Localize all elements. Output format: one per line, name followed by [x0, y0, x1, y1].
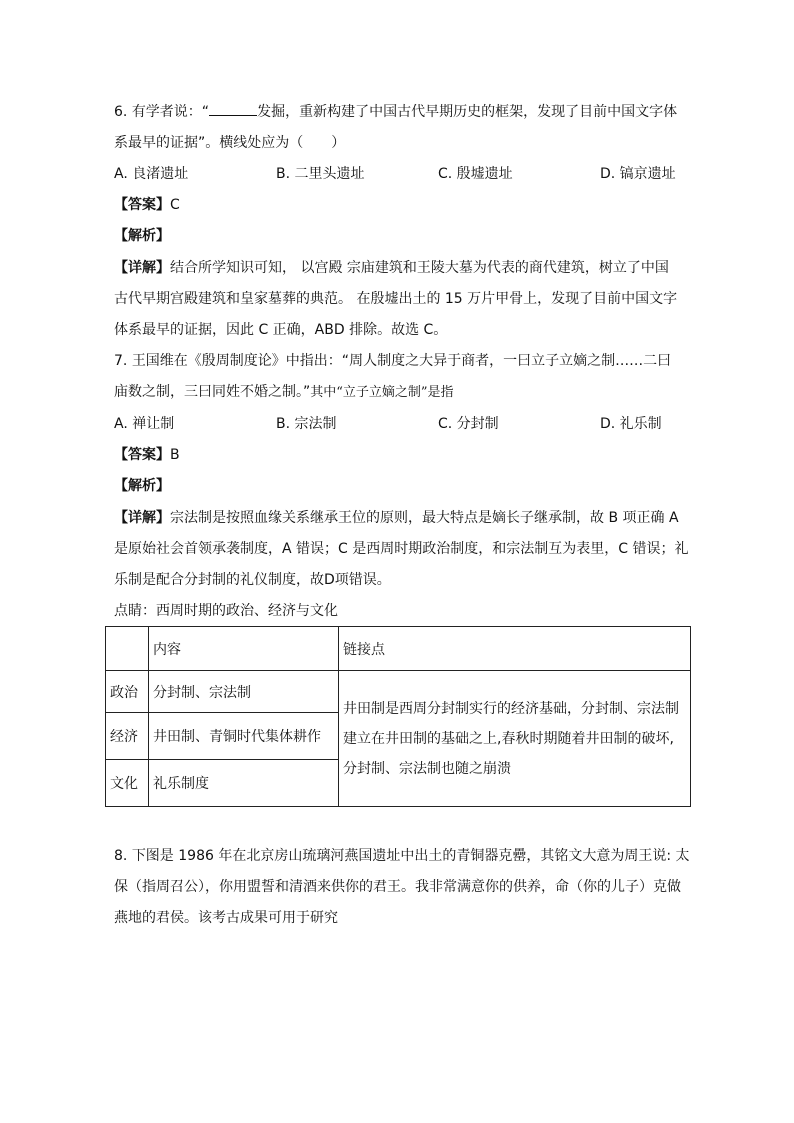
row-content-politics: 分封制、宗法制 [149, 671, 339, 713]
q7-answer-line [114, 445, 180, 465]
q7-note: 点睛：西周时期的政治、经济与文化 [114, 603, 338, 619]
q6-option-c: C. 殷墟遗址 [438, 166, 513, 182]
q6-analysis-tag: 【解析】 [114, 228, 170, 244]
q7-option-d: D. 礼乐制 [600, 416, 662, 432]
q6-stem-suffix: 发掘，重新构建了中国古代早期历史的框架，发现了目前中国文字体 [257, 104, 678, 120]
q6-stem-prefix: 有学者说：“ [131, 104, 210, 120]
table-header-row [106, 627, 691, 671]
q7-detail-line-2: 是原始社会首领承袭制度，A 错误；C 是西周时期政治制度，和宗法制互为表里，C 错误；礼 [114, 541, 689, 557]
table-header-content: 内容 [149, 627, 339, 671]
q8-line-1 [114, 846, 690, 866]
q6-answer-tag: 【答案】 [114, 197, 170, 213]
q6-detail-tag: 【详解】 [114, 260, 170, 276]
q6-number: 6. [114, 104, 128, 120]
q6-answer-line [114, 195, 180, 215]
q7-analysis-tag: 【解析】 [114, 478, 170, 494]
q7-detail-tag: 【详解】 [114, 510, 170, 526]
row-content-culture: 礼乐制度 [149, 760, 339, 807]
table-header-link: 链接点 [339, 627, 691, 671]
q7-option-a: A. 禅让制 [114, 416, 175, 432]
q7-stem-text-1: 王国维在《殷周制度论》中指出：“周人制度之大异于商者，一曰立子立嫡之制……二曰 [131, 353, 672, 369]
q7-answer-value: B [170, 447, 180, 463]
q7-stem-line-2 [114, 382, 454, 403]
western-zhou-summary-table [105, 626, 691, 807]
q6-option-a: A. 良渚遗址 [114, 166, 189, 182]
q7-detail-text-1: 宗法制是按照血缘关系继承王位的原则，最大特点是嫡长子继承制，故 B 项正确 A [170, 510, 679, 526]
q6-detail-line-1 [114, 258, 669, 278]
table-link-cell [339, 671, 691, 807]
q7-detail-line-3: 乐制是配合分封制的礼仪制度，故D项错误。 [114, 572, 391, 588]
row-label-economy: 经济 [106, 713, 149, 760]
q7-detail-line-1 [114, 508, 679, 528]
q6-detail-line-3: 体系最早的证据，因此 C 正确，ABD 排除。故选 C。 [114, 322, 448, 338]
q6-answer-value: C [170, 197, 180, 213]
row-content-economy: 井田制、青铜时代集体耕作 [149, 713, 339, 760]
q6-stem-line-1 [114, 102, 677, 122]
q8-text-1: 下图是 1986 年在北京房山琉璃河燕国遗址中出土的青铜器克罍，其铭文大意为周王说: 太 [131, 848, 690, 864]
q7-number: 7. [114, 353, 128, 369]
q6-option-d: D. 镐京遗址 [600, 166, 676, 182]
q6-detail-text-1: 结合所学知识可知， 以宫殿 宗庙建筑和王陵大墓为代表的商代建筑，树立了中国 [170, 260, 669, 276]
link-line-1: 井田制是西周分封制实行的经济基础，分封制、宗法制 [343, 700, 679, 717]
link-line-3: 分封制、宗法制也随之崩溃 [343, 760, 511, 777]
q7-option-c: C. 分封制 [438, 416, 499, 432]
table-row [106, 671, 691, 713]
row-label-politics: 政治 [106, 671, 149, 713]
table-header-empty [106, 627, 149, 671]
row-label-culture: 文化 [106, 760, 149, 807]
q6-answer-blank [209, 103, 257, 116]
q8-line-2: 保（指周召公），你用盟誓和清酒来供你的君王。我非常满意你的供养，命（你的儿子）克做 [114, 879, 681, 895]
q6-option-b: B. 二里头遗址 [276, 166, 365, 182]
q7-stem-text-3: 其中“立子立嫡之制”是指 [310, 385, 454, 400]
q7-stem-text-2: 庙数之制，三曰同姓不婚之制。” [114, 384, 311, 400]
q6-detail-line-2: 古代早期宫殿建筑和皇家墓葬的典范。 在殷墟出土的 15 万片甲骨上，发现了目前中国文字 [114, 291, 678, 307]
q7-answer-tag: 【答案】 [114, 447, 170, 463]
q7-stem-line-1 [114, 351, 671, 371]
q6-stem-line-2: 系最早的证据”。横线处应为（ ） [114, 135, 346, 151]
link-line-2: 建立在井田制的基础之上,春秋时期随着井田制的破坏, [343, 730, 674, 747]
q8-number: 8. [114, 848, 128, 864]
q7-option-b: B. 宗法制 [276, 416, 337, 432]
q8-line-3: 燕地的君侯。该考古成果可用于研究 [114, 910, 338, 926]
